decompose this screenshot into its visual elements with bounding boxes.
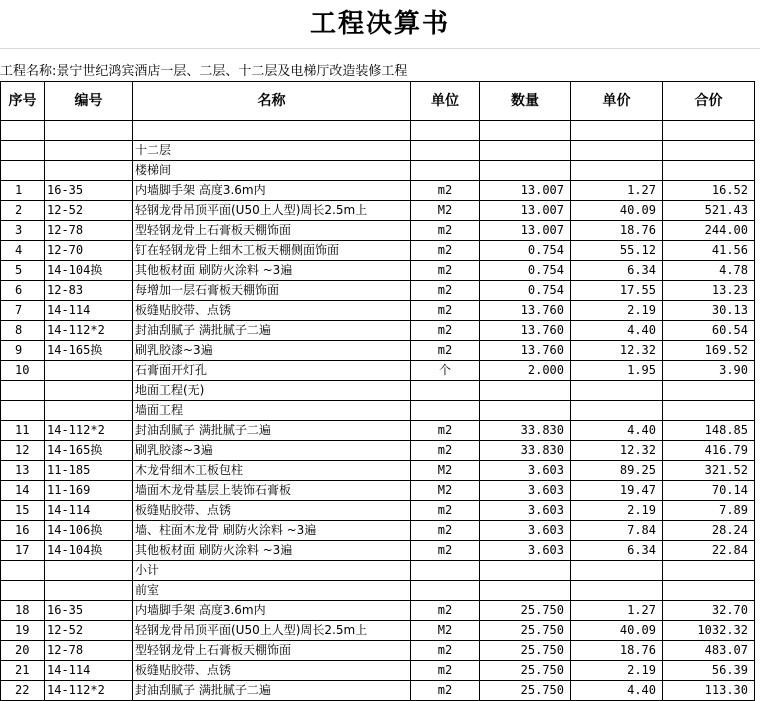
cell-code: 14-106换: [45, 521, 133, 541]
cell-total: 4.78: [663, 261, 755, 281]
table-row: [1, 201, 755, 221]
cell-unit: [411, 141, 480, 161]
header-name: 名称: [133, 82, 411, 121]
cell-unit-price: [571, 561, 663, 581]
table-row: [1, 441, 755, 461]
cell-unit-price: 4.40: [571, 421, 663, 441]
cell-unit-price: 89.25: [571, 461, 663, 481]
cell-name: 型轻钢龙骨上石膏板天棚饰面: [133, 221, 411, 241]
cell-total: [663, 381, 755, 401]
header-code: 编号: [45, 82, 133, 121]
cell-quantity: 25.750: [480, 621, 571, 641]
cell-quantity: 3.603: [480, 541, 571, 561]
cell-unit-price: 17.55: [571, 281, 663, 301]
cell-name: 封油刮腻子 满批腻子二遍: [133, 421, 411, 441]
cell-code: 14-165换: [45, 441, 133, 461]
table-row: [1, 121, 755, 141]
cell-quantity: 3.603: [480, 521, 571, 541]
cell-quantity: 25.750: [480, 641, 571, 661]
cell-unit: m2: [411, 601, 480, 621]
cell-seq: 6: [1, 281, 45, 301]
cell-name: 墙、柱面木龙骨 刷防火涂料 ~3遍: [133, 521, 411, 541]
cell-unit-price: [571, 381, 663, 401]
cell-total: [663, 561, 755, 581]
cell-seq: 8: [1, 321, 45, 341]
cell-unit-price: 19.47: [571, 481, 663, 501]
cell-unit: m2: [411, 341, 480, 361]
cell-name: 地面工程(无): [133, 381, 411, 401]
cell-unit-price: 40.09: [571, 621, 663, 641]
cell-code: [45, 581, 133, 601]
table-row: [1, 301, 755, 321]
cell-quantity: 25.750: [480, 601, 571, 621]
cell-total: [663, 121, 755, 141]
cell-seq: [1, 381, 45, 401]
table-body: [1, 121, 755, 701]
table-row: [1, 141, 755, 161]
cell-unit-price: 2.19: [571, 661, 663, 681]
cell-unit: m2: [411, 281, 480, 301]
cell-code: 14-104换: [45, 261, 133, 281]
cell-code: 12-83: [45, 281, 133, 301]
cell-unit: M2: [411, 481, 480, 501]
cell-name: 内墙脚手架 高度3.6m内: [133, 181, 411, 201]
cell-quantity: 13.760: [480, 321, 571, 341]
cell-seq: 5: [1, 261, 45, 281]
document-title: 工程决算书: [309, 9, 450, 39]
cell-seq: [1, 581, 45, 601]
cell-unit-price: 1.27: [571, 181, 663, 201]
cell-code: 14-114: [45, 661, 133, 681]
cell-total: 32.70: [663, 601, 755, 621]
cell-unit: M2: [411, 621, 480, 641]
cell-unit: m2: [411, 321, 480, 341]
table-row: [1, 341, 755, 361]
cell-unit: m2: [411, 421, 480, 441]
cell-unit: [411, 161, 480, 181]
table-row: [1, 161, 755, 181]
cell-total: 321.52: [663, 461, 755, 481]
cell-quantity: [480, 161, 571, 181]
table-row: [1, 601, 755, 621]
cell-seq: [1, 561, 45, 581]
cell-unit: m2: [411, 301, 480, 321]
cell-unit-price: 2.19: [571, 301, 663, 321]
cell-code: 12-78: [45, 641, 133, 661]
cell-total: 148.85: [663, 421, 755, 441]
cell-code: 14-165换: [45, 341, 133, 361]
cell-seq: 22: [1, 681, 45, 701]
cell-unit: m2: [411, 221, 480, 241]
cell-unit: m2: [411, 541, 480, 561]
cell-quantity: 0.754: [480, 281, 571, 301]
cell-code: 12-52: [45, 621, 133, 641]
cell-quantity: 0.754: [480, 241, 571, 261]
cell-total: [663, 161, 755, 181]
cell-unit: m2: [411, 681, 480, 701]
cell-name: 板缝贴胶带、点锈: [133, 661, 411, 681]
cell-total: 13.23: [663, 281, 755, 301]
cell-unit: m2: [411, 521, 480, 541]
cell-unit: m2: [411, 441, 480, 461]
cell-name: 其他板材面 刷防火涂料 ~3遍: [133, 541, 411, 561]
cell-seq: 13: [1, 461, 45, 481]
cell-quantity: 33.830: [480, 421, 571, 441]
cell-unit-price: [571, 121, 663, 141]
table-row: [1, 641, 755, 661]
cell-seq: 12: [1, 441, 45, 461]
cell-code: [45, 141, 133, 161]
table-row: [1, 221, 755, 241]
cell-seq: 19: [1, 621, 45, 641]
cell-name: 板缝贴胶带、点锈: [133, 301, 411, 321]
cell-name: 木龙骨细木工板包柱: [133, 461, 411, 481]
cell-unit: m2: [411, 661, 480, 681]
cell-code: 16-35: [45, 181, 133, 201]
cell-unit-price: 18.76: [571, 221, 663, 241]
header-row: [1, 82, 755, 121]
cell-unit-price: 4.40: [571, 681, 663, 701]
cell-quantity: 13.760: [480, 301, 571, 321]
cell-unit-price: 1.95: [571, 361, 663, 381]
cell-quantity: 13.007: [480, 201, 571, 221]
cell-total: 70.14: [663, 481, 755, 501]
cell-total: 41.56: [663, 241, 755, 261]
cell-unit-price: 7.84: [571, 521, 663, 541]
cell-seq: 7: [1, 301, 45, 321]
cell-seq: 16: [1, 521, 45, 541]
cell-seq: 3: [1, 221, 45, 241]
header-unit-price: 单价: [571, 82, 663, 121]
cell-quantity: [480, 121, 571, 141]
cell-code: 14-104换: [45, 541, 133, 561]
cell-unit-price: [571, 401, 663, 421]
table-row: [1, 401, 755, 421]
cell-total: 28.24: [663, 521, 755, 541]
cell-name: 小计: [133, 561, 411, 581]
cell-name: 轻钢龙骨吊顶平面(U50上人型)周长2.5m上: [133, 201, 411, 221]
cell-seq: 15: [1, 501, 45, 521]
cell-total: 16.52: [663, 181, 755, 201]
cell-code: 12-52: [45, 201, 133, 221]
table-row: [1, 381, 755, 401]
cell-seq: [1, 161, 45, 181]
cell-total: 22.84: [663, 541, 755, 561]
cell-unit-price: 18.76: [571, 641, 663, 661]
cell-seq: 4: [1, 241, 45, 261]
table-row: [1, 521, 755, 541]
cell-unit: 个: [411, 361, 480, 381]
cell-unit-price: 4.40: [571, 321, 663, 341]
cell-name: 其他板材面 刷防火涂料 ~3遍: [133, 261, 411, 281]
cell-unit-price: 12.32: [571, 341, 663, 361]
cell-unit-price: 40.09: [571, 201, 663, 221]
cell-code: 14-114: [45, 301, 133, 321]
table-row: [1, 261, 755, 281]
cell-seq: 9: [1, 341, 45, 361]
cell-unit: m2: [411, 641, 480, 661]
cell-name: 刷乳胶漆~3遍: [133, 441, 411, 461]
cell-total: [663, 141, 755, 161]
cell-name: 前室: [133, 581, 411, 601]
cell-seq: 1: [1, 181, 45, 201]
cell-unit-price: 2.19: [571, 501, 663, 521]
cell-total: 7.89: [663, 501, 755, 521]
cell-name: 型轻钢龙骨上石膏板天棚饰面: [133, 641, 411, 661]
cell-quantity: 13.007: [480, 221, 571, 241]
cell-name: 石膏面开灯孔: [133, 361, 411, 381]
settlement-table: [0, 81, 755, 701]
cell-quantity: 3.603: [480, 481, 571, 501]
table-row: [1, 281, 755, 301]
table-row: [1, 541, 755, 561]
cell-code: 14-112*2: [45, 421, 133, 441]
cell-seq: 17: [1, 541, 45, 561]
cell-seq: [1, 121, 45, 141]
cell-total: 56.39: [663, 661, 755, 681]
cell-code: 16-35: [45, 601, 133, 621]
cell-name: 内墙脚手架 高度3.6m内: [133, 601, 411, 621]
cell-quantity: [480, 561, 571, 581]
cell-name: 板缝贴胶带、点锈: [133, 501, 411, 521]
cell-unit: m2: [411, 261, 480, 281]
cell-unit-price: [571, 141, 663, 161]
cell-code: 12-78: [45, 221, 133, 241]
cell-code: 14-112*2: [45, 321, 133, 341]
cell-quantity: 3.603: [480, 461, 571, 481]
cell-unit-price: 6.34: [571, 261, 663, 281]
cell-name: 十二层: [133, 141, 411, 161]
cell-code: [45, 361, 133, 381]
header-quantity: 数量: [480, 82, 571, 121]
cell-unit: m2: [411, 501, 480, 521]
cell-seq: 14: [1, 481, 45, 501]
cell-unit: [411, 381, 480, 401]
cell-quantity: [480, 141, 571, 161]
cell-unit: [411, 401, 480, 421]
cell-name: 刷乳胶漆~3遍: [133, 341, 411, 361]
cell-unit: [411, 121, 480, 141]
cell-total: 113.30: [663, 681, 755, 701]
cell-name: 墙面木龙骨基层上装饰石膏板: [133, 481, 411, 501]
table-row: [1, 481, 755, 501]
cell-seq: 18: [1, 601, 45, 621]
cell-seq: [1, 141, 45, 161]
table-row: [1, 501, 755, 521]
cell-quantity: 13.760: [480, 341, 571, 361]
cell-name: 墙面工程: [133, 401, 411, 421]
table-row: [1, 461, 755, 481]
table-row: [1, 241, 755, 261]
cell-code: 14-114: [45, 501, 133, 521]
cell-name: 封油刮腻子 满批腻子二遍: [133, 681, 411, 701]
cell-seq: [1, 401, 45, 421]
header-seq: 序号: [1, 82, 45, 121]
cell-total: 3.90: [663, 361, 755, 381]
cell-quantity: [480, 381, 571, 401]
cell-code: [45, 161, 133, 181]
cell-quantity: 13.007: [480, 181, 571, 201]
cell-unit: m2: [411, 241, 480, 261]
cell-seq: 21: [1, 661, 45, 681]
cell-unit-price: 55.12: [571, 241, 663, 261]
cell-unit: [411, 561, 480, 581]
cell-total: [663, 401, 755, 421]
cell-unit: M2: [411, 461, 480, 481]
cell-code: [45, 381, 133, 401]
header-unit: 单位: [411, 82, 480, 121]
cell-unit-price: 6.34: [571, 541, 663, 561]
cell-unit-price: 1.27: [571, 601, 663, 621]
cell-seq: 10: [1, 361, 45, 381]
cell-name: 轻钢龙骨吊顶平面(U50上人型)周长2.5m上: [133, 621, 411, 641]
cell-total: 521.43: [663, 201, 755, 221]
table-row: [1, 661, 755, 681]
cell-quantity: 25.750: [480, 661, 571, 681]
table-row: [1, 581, 755, 601]
cell-total: 416.79: [663, 441, 755, 461]
cell-name: 楼梯间: [133, 161, 411, 181]
cell-unit-price: 12.32: [571, 441, 663, 461]
cell-quantity: [480, 401, 571, 421]
cell-seq: 2: [1, 201, 45, 221]
cell-quantity: [480, 581, 571, 601]
cell-code: [45, 561, 133, 581]
cell-quantity: 25.750: [480, 681, 571, 701]
cell-total: 169.52: [663, 341, 755, 361]
table-row: [1, 181, 755, 201]
cell-quantity: 3.603: [480, 501, 571, 521]
cell-quantity: 33.830: [480, 441, 571, 461]
cell-name: 每增加一层石膏板天棚饰面: [133, 281, 411, 301]
cell-total: [663, 581, 755, 601]
cell-name: [133, 121, 411, 141]
cell-quantity: 0.754: [480, 261, 571, 281]
cell-code: 11-185: [45, 461, 133, 481]
cell-code: 11-169: [45, 481, 133, 501]
cell-total: 483.07: [663, 641, 755, 661]
cell-total: 1032.32: [663, 621, 755, 641]
header-total: 合价: [663, 82, 755, 121]
cell-total: 30.13: [663, 301, 755, 321]
cell-unit-price: [571, 161, 663, 181]
cell-code: 12-70: [45, 241, 133, 261]
table-row: [1, 421, 755, 441]
cell-code: 14-112*2: [45, 681, 133, 701]
cell-quantity: 2.000: [480, 361, 571, 381]
project-name: 工程名称:景宁世纪鸿宾酒店一层、二层、十二层及电梯厅改造装修工程: [0, 64, 408, 79]
cell-name: 封油刮腻子 满批腻子二遍: [133, 321, 411, 341]
cell-unit: m2: [411, 181, 480, 201]
cell-total: 60.54: [663, 321, 755, 341]
table-row: [1, 561, 755, 581]
table-row: [1, 321, 755, 341]
cell-seq: 11: [1, 421, 45, 441]
cell-unit-price: [571, 581, 663, 601]
cell-code: [45, 121, 133, 141]
table-row: [1, 621, 755, 641]
cell-total: 244.00: [663, 221, 755, 241]
cell-unit: [411, 581, 480, 601]
cell-name: 钉在轻钢龙骨上细木工板天棚侧面饰面: [133, 241, 411, 261]
cell-seq: 20: [1, 641, 45, 661]
cell-unit: M2: [411, 201, 480, 221]
cell-code: [45, 401, 133, 421]
table-row: [1, 361, 755, 381]
